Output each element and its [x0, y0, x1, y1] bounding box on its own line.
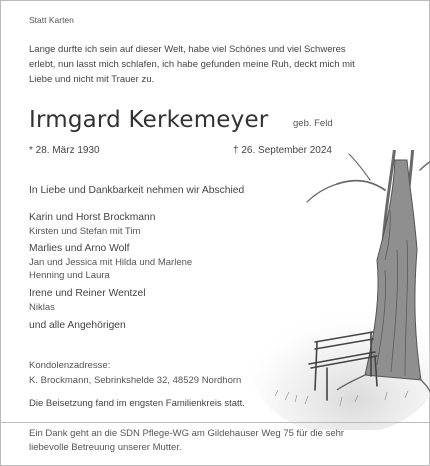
footer-divider	[0, 422, 430, 423]
mourner-family-2-members-2: Henning und Laura	[29, 270, 110, 281]
farewell-line: In Liebe und Dankbarkeit nehmen wir Abschied	[29, 185, 245, 196]
mourner-family-3-members: Niklas	[29, 302, 55, 313]
mourner-family-3: Irene und Reiner Wentzel	[29, 288, 146, 299]
condolence-address: K. Brockmann, Sebrinkshelde 32, 48529 Nordhorn	[29, 375, 242, 386]
maiden-name: geb. Feld	[293, 118, 333, 129]
birth-date: * 28. März 1930	[29, 145, 100, 156]
thanks-line-2: liebevolle Betreuung unserer Mutter.	[29, 442, 182, 453]
verse-line-2: erlebt, nun lasst mich schlafen, ich habe gefunden meine Ruh, deckt mich mit	[29, 59, 355, 70]
thanks-line-1: Ein Dank geht an die SDN Pflege-WG am Gildehauser Weg 75 für die sehr	[29, 428, 345, 439]
address-label: Kondolenzadresse:	[29, 360, 111, 371]
death-date: † 26. September 2024	[233, 145, 332, 156]
mourner-family-2: Marlies und Arno Wolf	[29, 243, 130, 254]
other-relatives: und alle Angehörigen	[29, 320, 126, 331]
header-note: Statt Karten	[29, 15, 74, 25]
mourner-family-1-members: Kirsten und Stefan mit Tim	[29, 226, 141, 237]
tree-and-bench-illustration	[245, 150, 430, 430]
mourner-family-2-members-1: Jan und Jessica mit Hilda und Marlene	[29, 257, 193, 268]
deceased-name: Irmgard Kerkemeyer	[29, 107, 269, 133]
mourner-family-1: Karin und Horst Brockmann	[29, 212, 156, 223]
funeral-note: Die Beisetzung fand im engsten Familienkreis statt.	[29, 398, 245, 409]
verse-line-1: Lange durfte ich sein auf dieser Welt, habe viel Schönes und viel Schweres	[29, 44, 346, 55]
verse-line-3: Liebe und nicht mit Trauer zu.	[29, 74, 155, 85]
